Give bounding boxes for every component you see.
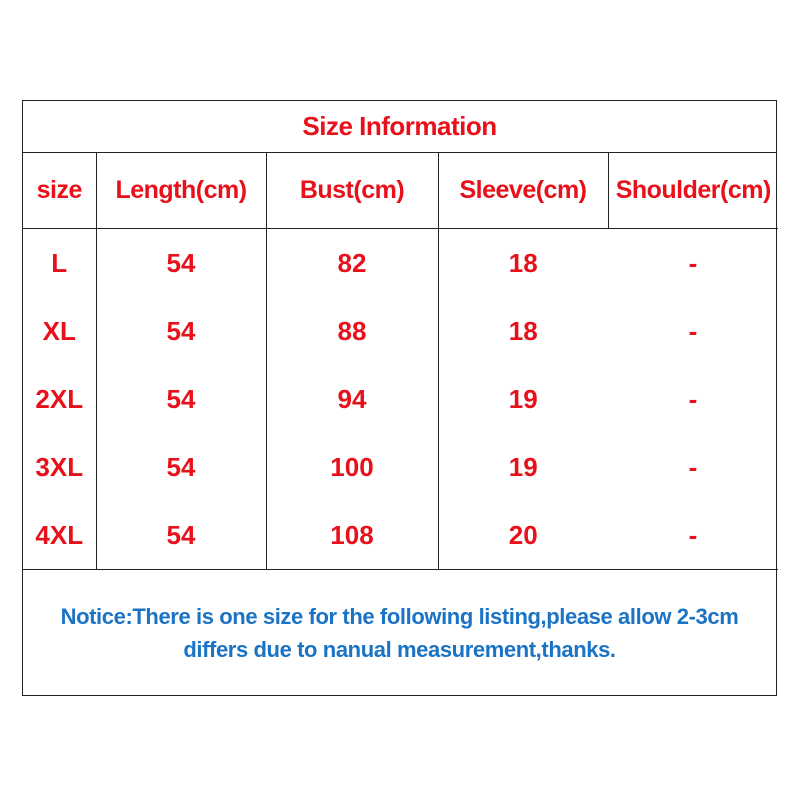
cell-shoulder: - xyxy=(688,451,698,482)
cell-size: L xyxy=(23,229,96,298)
notice-line-1: Notice:There is one size for the following listing,please allow 2-3cm xyxy=(60,603,739,629)
cell-bust: 100 xyxy=(266,433,438,501)
cell-size: 4XL xyxy=(23,501,96,570)
cell-length: 54 xyxy=(166,383,196,414)
cell-bust: 88 xyxy=(266,297,438,365)
size-chart xyxy=(22,100,777,696)
table-row xyxy=(23,433,778,501)
cell-length: 54 xyxy=(166,315,196,346)
cell-length: 54 xyxy=(96,501,266,570)
table-row xyxy=(23,501,778,570)
size-chart-title: Size Information xyxy=(23,101,776,153)
cell-sleeve: 19 xyxy=(508,383,538,414)
column-header-sleeve: Sleeve(cm) xyxy=(438,153,608,229)
size-table xyxy=(23,153,778,570)
table-row xyxy=(23,365,778,433)
cell-shoulder: - xyxy=(688,315,698,346)
cell-size: 2XL xyxy=(23,365,96,433)
measurement-notice xyxy=(23,570,776,695)
table-row xyxy=(23,229,778,298)
cell-size: 3XL xyxy=(23,433,96,501)
cell-sleeve: 18 xyxy=(508,247,538,278)
column-header-bust: Bust(cm) xyxy=(266,153,438,229)
cell-bust: 94 xyxy=(266,365,438,433)
notice-line-2: differs due to nanual measurement,thanks. xyxy=(183,636,616,662)
cell-length: 54 xyxy=(166,247,196,278)
table-header-row xyxy=(23,153,778,229)
column-header-length: Length(cm) xyxy=(96,153,266,229)
cell-bust: 108 xyxy=(266,501,438,570)
cell-bust: 82 xyxy=(266,229,438,298)
cell-sleeve: 20 xyxy=(438,501,608,570)
table-row xyxy=(23,297,778,365)
column-header-size: size xyxy=(23,153,96,229)
cell-sleeve: 19 xyxy=(508,451,538,482)
cell-shoulder: - xyxy=(688,247,698,278)
cell-length: 54 xyxy=(166,451,196,482)
cell-size: XL xyxy=(23,297,96,365)
column-header-shoulder: Shoulder(cm) xyxy=(608,153,778,229)
cell-shoulder: - xyxy=(688,383,698,414)
cell-sleeve: 18 xyxy=(508,315,538,346)
cell-shoulder: - xyxy=(608,501,778,570)
